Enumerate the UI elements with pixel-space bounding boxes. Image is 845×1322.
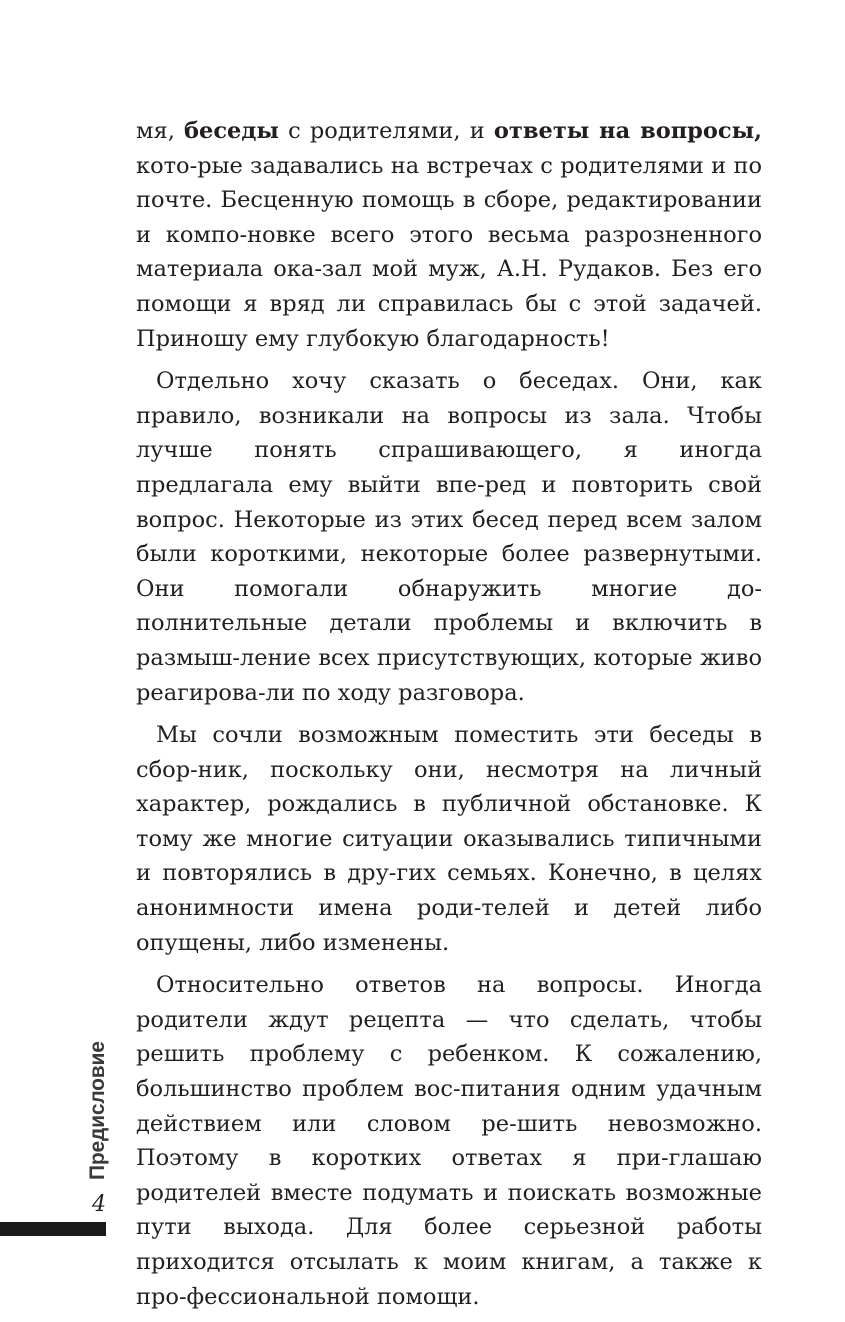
paragraph-2	[136, 364, 762, 710]
section-running-head: Предисловие	[86, 1041, 109, 1180]
segment: мя,	[136, 118, 185, 144]
bold-term-otvety: ответы на вопросы,	[493, 118, 763, 144]
paragraph-3	[136, 718, 762, 960]
segment: кото-рые задавались на встречах с родителями и по почте. Бесценную помощь в сборе, редактировании и компо-новке всего этого весьма разрозненного материала ока-зал мой муж, А.Н. Рудаков. Без его помощи я вряд ли справилась бы с этой задачей. Приношу ему глубокую благодарность!	[136, 152, 762, 352]
segment: с родителями, и	[278, 118, 494, 144]
paragraph-4	[136, 968, 762, 1314]
page-number: 4	[92, 1192, 106, 1217]
segment: Отдельно хочу сказать о беседах. Они, как правило, возникали на вопросы из зала. Чтобы лучше понять спрашивающего, я иногда предлагала ему выйти впе-ред и повторить свой вопрос. Некоторые из этих бесед перед всем залом были короткими, некоторые более развернутыми. Они помогали обнаружить многие до-полнительные детали проблемы и включить в размыш-ление всех присутствующих, которые живо реагирова-ли по ходу разговора.	[136, 368, 762, 706]
paragraph-1	[136, 114, 762, 356]
page-number-bar	[0, 1222, 106, 1236]
segment: Относительно ответов на вопросы. Иногда родители ждут рецепта — что сделать, чтобы решить проблему с ребенком. К сожалению, большинство проблем вос-питания одним удачным действием или словом ре-шить невозможно. Поэтому в коротких ответах я при-глашаю родителей вместе подумать и поискать возможные пути выхода. Для более серьезной работы приходится отсылать к моим книгам, а также к про-фессиональной помощи.	[136, 972, 762, 1310]
body-text	[136, 114, 762, 1322]
bold-term-besedy: беседы	[184, 118, 279, 144]
segment: Мы сочли возможным поместить эти беседы в сбор-ник, поскольку они, несмотря на личный характер, рождались в публичной обстановке. К тому же многие ситуации оказывались типичными и повторялись в дру-гих семьях. Конечно, в целях анонимности имена роди-телей и детей либо опущены, либо изменены.	[136, 722, 762, 956]
